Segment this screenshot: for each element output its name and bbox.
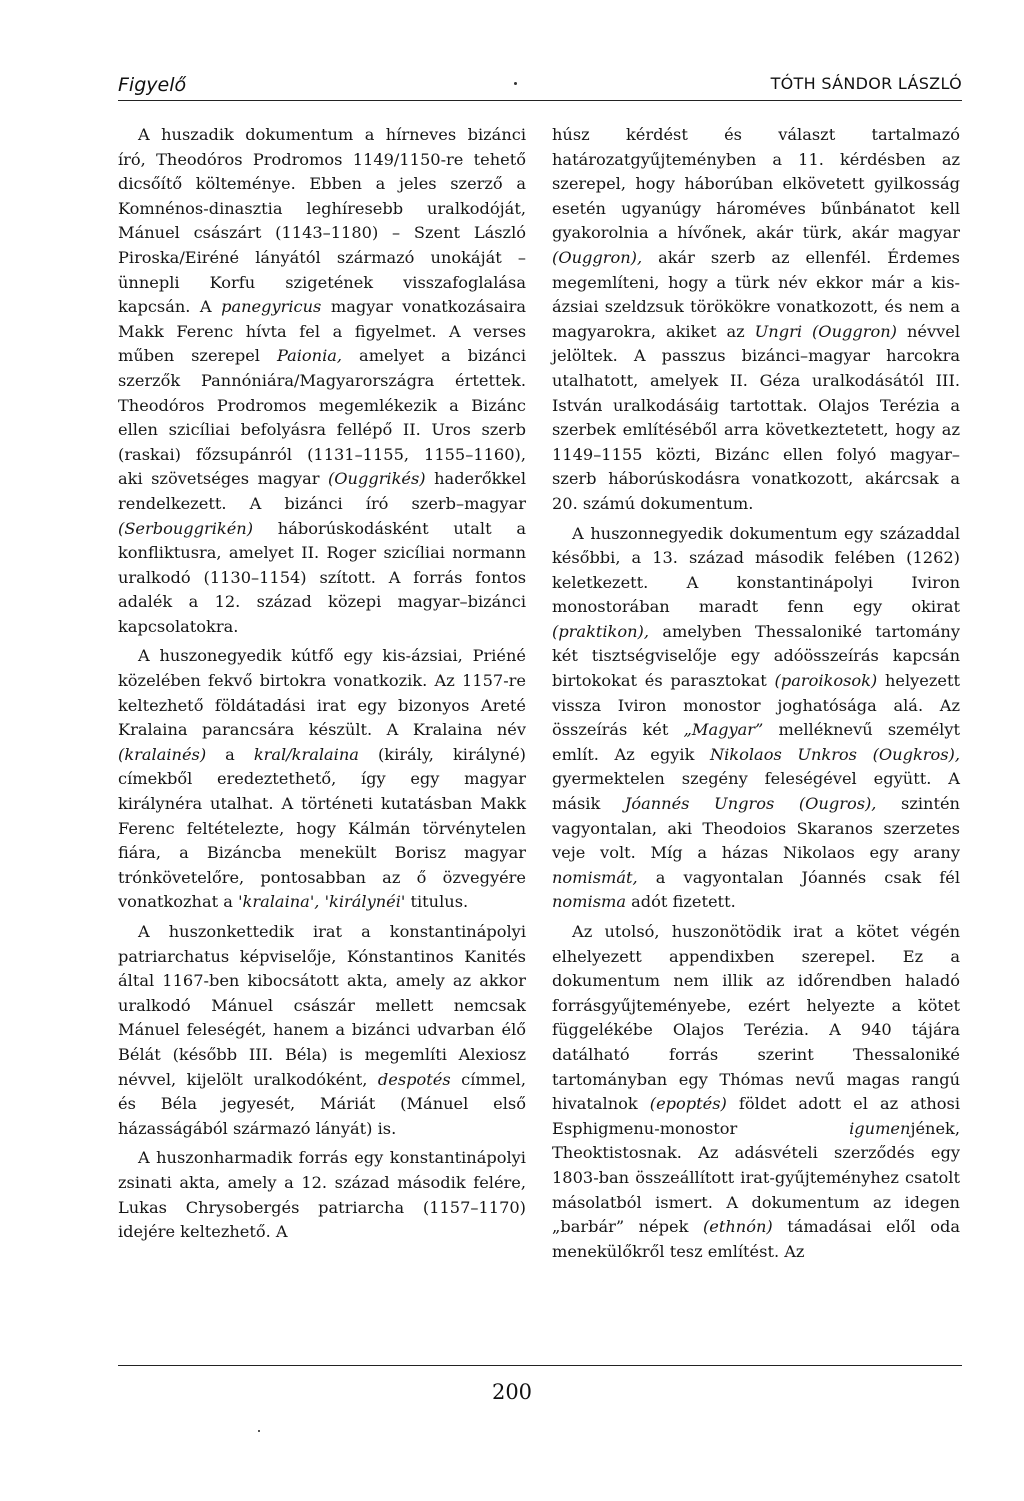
running-header bbox=[118, 66, 962, 101]
paragraph: húsz kérdést és választ tartalmazó határozatgyűjteményben a 11. kérdésben az szerepel, hogy háborúban elkövetett gyilkosság esetén ugyanúgy hároméves bűnbánatot kell gyakorolnia a hívőnek, akár türk, akár magyar (Ouggron), akár szerb az ellenfél. Érdemes megemlíteni, hogy a türk név ekkor már a kis-ázsiai szeldzsuk törökökre vonatkozott, és nem a magyarokra, akiket az Ungri (Ouggron) névvel jelöltek. A passzus bizánci–magyar harcokra utalhatott, amelyek II. Géza uralkodásától III. István uralkodásáig tartottak. Olajos Terézia a szerbek említéséből arra következtetett, hogy az 1149–1155 közti, Bizánc ellen folyó magyar–szerb háborúskodásra vonatkozott, akárcsak a 20. számú dokumentum. bbox=[552, 125, 960, 513]
paragraph: A huszonegyedik kútfő egy kis-ázsiai, Priéné közelében fekvő birtokra vonatkozik. Az 1157-re keltezhető földátadási irat egy bizonyos Areté Kralaina parancsára készült. A Kralaina név (kralainés) a kral/kralaina (király, királyné) címekből eredeztethető, így egy magyar királynéra utalhat. A történeti kutatásban Makk Ferenc feltételezte, hogy Kálmán törvénytelen fiára, a Bizáncba menekült Borisz magyar trónkövetelőre, pontosabban az ő özvegyére vonatkozhat a 'kralaina', 'királynéi' titulus. bbox=[118, 646, 526, 912]
right-column bbox=[552, 123, 960, 1269]
left-column bbox=[118, 123, 526, 1250]
footer-rule bbox=[118, 1365, 962, 1366]
scan-speck bbox=[258, 1430, 260, 1432]
page-number: 200 bbox=[491, 1380, 533, 1404]
paragraph: Az utolsó, huszonötödik irat a kötet végén elhelyezett appendixben szerepel. Ez a dokumentum nem illik az időrendben haladó forrásgyűjteményebe, ezért helyezte a kötet függelékébe Olajos Terézia. A 940 tájára datálható forrás szerint Thessaloniké tartományban egy Thómas nevű magas rangú hivatalnok (epoptés) földet adott el az athosi Esphigmenu-monostor igumenjének, Theoktistosnak. Az adásvételi szerződés egy 1803-ban összeállított irat-gyűjteményhez csatolt másolatból ismert. A dokumentum az idegen „barbár” népek (ethnón) támadásai elől oda menekülőkről tesz említést. Az bbox=[552, 922, 961, 1261]
paragraph: A huszonnegyedik dokumentum egy századdal későbbi, a 13. század második felében (1262) keletkezett. A konstantinápolyi Iviron monostorában maradt fenn egy okirat (praktikon), amelyben Thessaloniké tartomány két tisztségviselője egy adóösszeírás kapcsán birtokokat és parasztokat (paroikosok) helyezett vissza Iviron monostor joghatósága alá. Az összeírás két „Magyar” melléknevű személyt említ. Az egyik Nikolaos Unkros (Ougkros), gyermektelen szegény feleségével együtt. A másik Jóannés Ungros (Ougros), szintén vagyontalan, aki Theodoios Skaranos szerzetes veje volt. Míg a házas Nikolaos egy arany nomismát, a vagyontalan Jóannés csak fél nomisma adót fizetett. bbox=[552, 523, 961, 912]
header-dot bbox=[514, 82, 517, 85]
paragraph: A huszadik dokumentum a hírneves bizánci író, Theodóros Prodromos 1149/1150-re tehető dicsőítő költeménye. Ebben a jeles szerző a Komnénos-dinasztia leghíresebb uralkodóját, Mánuel császárt (1143–1180) – Szent László Piroska/Eiréné lányától származó unokáját – ünnepli Korfu szigetének visszafoglalása kapcsán. A panegyricus magyar vonatkozásaira Makk Ferenc hívta fel a figyelmet. A verses műben szerepel Paionia, amelyet a bizánci szerzők Pannóniára/Magyarországra értettek. Theodóros Prodromos megemlékezik a Bizánc ellen szicíliai befolyásra fellépő II. Uros szerb (raskai) főzsupánról (1131–1155, 1155–1160), aki szövetséges magyar (Ouggrikés) haderőkkel rendelkezett. A bizánci író szerb–magyar (Serbouggrikén) háborúskodásként utalt a konfliktusra, amelyet II. Roger szicíliai normann uralkodó (1130–1154) szított. A forrás fontos adalék a 12. század közepi magyar–bizánci kapcsolatokra. bbox=[118, 125, 526, 636]
section-title: Figyelő bbox=[118, 74, 187, 96]
paragraph: A huszonharmadik forrás egy konstantinápolyi zsinati akta, amely a 12. század második felére, Lukas Chrysobergés patriarcha (1157–1170) idejére keltezhető. A bbox=[118, 1148, 526, 1242]
paragraph: A huszonkettedik irat a konstantinápolyi patriarchatus képviselője, Kónstantinos Kanités által 1167-ben kibocsátott akta, amely az akkor uralkodó Mánuel császár mellett nemcsak Mánuel feleségét, hanem a bizánci udvarban élő Bélát (később III. Béla) is megemlíti Alexiosz névvel, kijelölt uralkodóként, despotés címmel, és Béla jegyesét, Máriát (Mánuel első házasságából származó lányát) is. bbox=[118, 922, 526, 1138]
author-name: TÓTH SÁNDOR LÁSZLÓ bbox=[770, 74, 962, 93]
